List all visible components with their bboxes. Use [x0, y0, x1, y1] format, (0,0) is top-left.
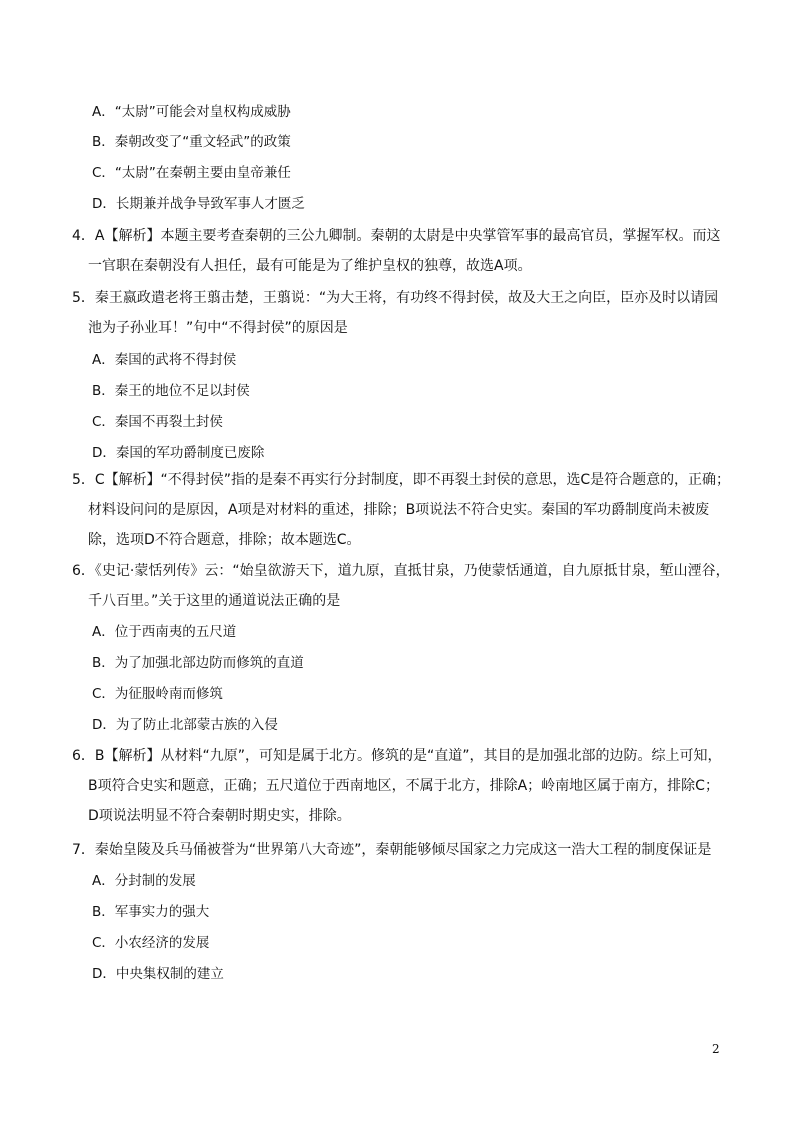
answer-4-line-1: 4．A【解析】本题主要考查秦朝的三公九卿制。秦朝的太尉是中央掌管军事的最高官员，掌握军权。而这: [72, 228, 721, 244]
q6-option-a: A．位于西南夷的五尺道: [92, 624, 237, 640]
q6-option-c: C．为征服岭南而修筑: [92, 686, 223, 702]
answer-4-line-2: 一官职在秦朝没有人担任，最有可能是为了维护皇权的独尊，故选A项。: [88, 258, 532, 274]
answer-5-line-3: 除，选项D不符合题意，排除；故本题选C。: [88, 532, 361, 548]
answer-5-line-2: 材料设问问的是原因，A项是对材料的重述，排除；B项说法不符合史实。秦国的军功爵制度尚未被废: [88, 502, 710, 518]
q3-option-b: B．秦朝改变了“重文轻武”的政策: [92, 134, 291, 150]
question-6-line-1: 6．《史记·蒙恬列传》云：“始皇欲游天下，道九原，直抵甘泉，乃使蒙恬通道，自九原抵甘泉，堑山湮谷，: [72, 563, 730, 579]
answer-6-line-2: B项符合史实和题意，正确；五尺道位于西南地区，不属于北方，排除A；岭南地区属于南方，排除C；: [88, 778, 719, 794]
q7-option-d: D．中央集权制的建立: [92, 966, 224, 982]
q7-option-b: B．军事实力的强大: [92, 904, 210, 920]
q6-option-b: B．为了加强北部边防而修筑的直道: [92, 655, 304, 671]
q7-option-c: C．小农经济的发展: [92, 935, 210, 951]
answer-5-line-1: 5．C【解析】“不得封侯”指的是秦不再实行分封制度，即不再裂土封侯的意思，选C是符合题意的，正确；: [72, 472, 730, 488]
question-6-line-2: 千八百里。”关于这里的通道说法正确的是: [88, 593, 341, 609]
page-number: 2: [712, 1042, 720, 1056]
q3-option-d: D．长期兼并战争导致军事人才匮乏: [92, 196, 305, 212]
question-5-line-2: 池为子孙业耳！”句中“不得封侯”的原因是: [88, 320, 348, 336]
q6-option-d: D．为了防止北部蒙古族的入侵: [92, 717, 278, 733]
q7-option-a: A．分封制的发展: [92, 873, 196, 889]
q5-option-a: A．秦国的武将不得封侯: [92, 352, 237, 368]
question-5-line-1: 5．秦王嬴政遣老将王翦击楚，王翦说：“为大王将，有功终不得封侯，故及大王之向臣，臣亦及时以请园: [72, 290, 719, 306]
q5-option-b: B．秦王的地位不足以封侯: [92, 383, 250, 399]
q5-option-c: C．秦国不再裂土封侯: [92, 414, 223, 430]
answer-6-line-3: D项说法明显不符合秦朝时期史实，排除。: [88, 808, 351, 824]
q3-option-a: A．“太尉”可能会对皇权构成威胁: [92, 104, 291, 120]
q3-option-c: C．“太尉”在秦朝主要由皇帝兼任: [92, 165, 291, 181]
question-7: 7．秦始皇陵及兵马俑被誉为“世界第八大奇迹”，秦朝能够倾尽国家之力完成这一浩大工程的制度保证是: [72, 842, 712, 858]
q5-option-d: D．秦国的军功爵制度已废除: [92, 445, 265, 461]
answer-6-line-1: 6．B【解析】从材料“九原”，可知是属于北方。修筑的是“直道”，其目的是加强北部的边防。综上可知，: [72, 748, 722, 764]
